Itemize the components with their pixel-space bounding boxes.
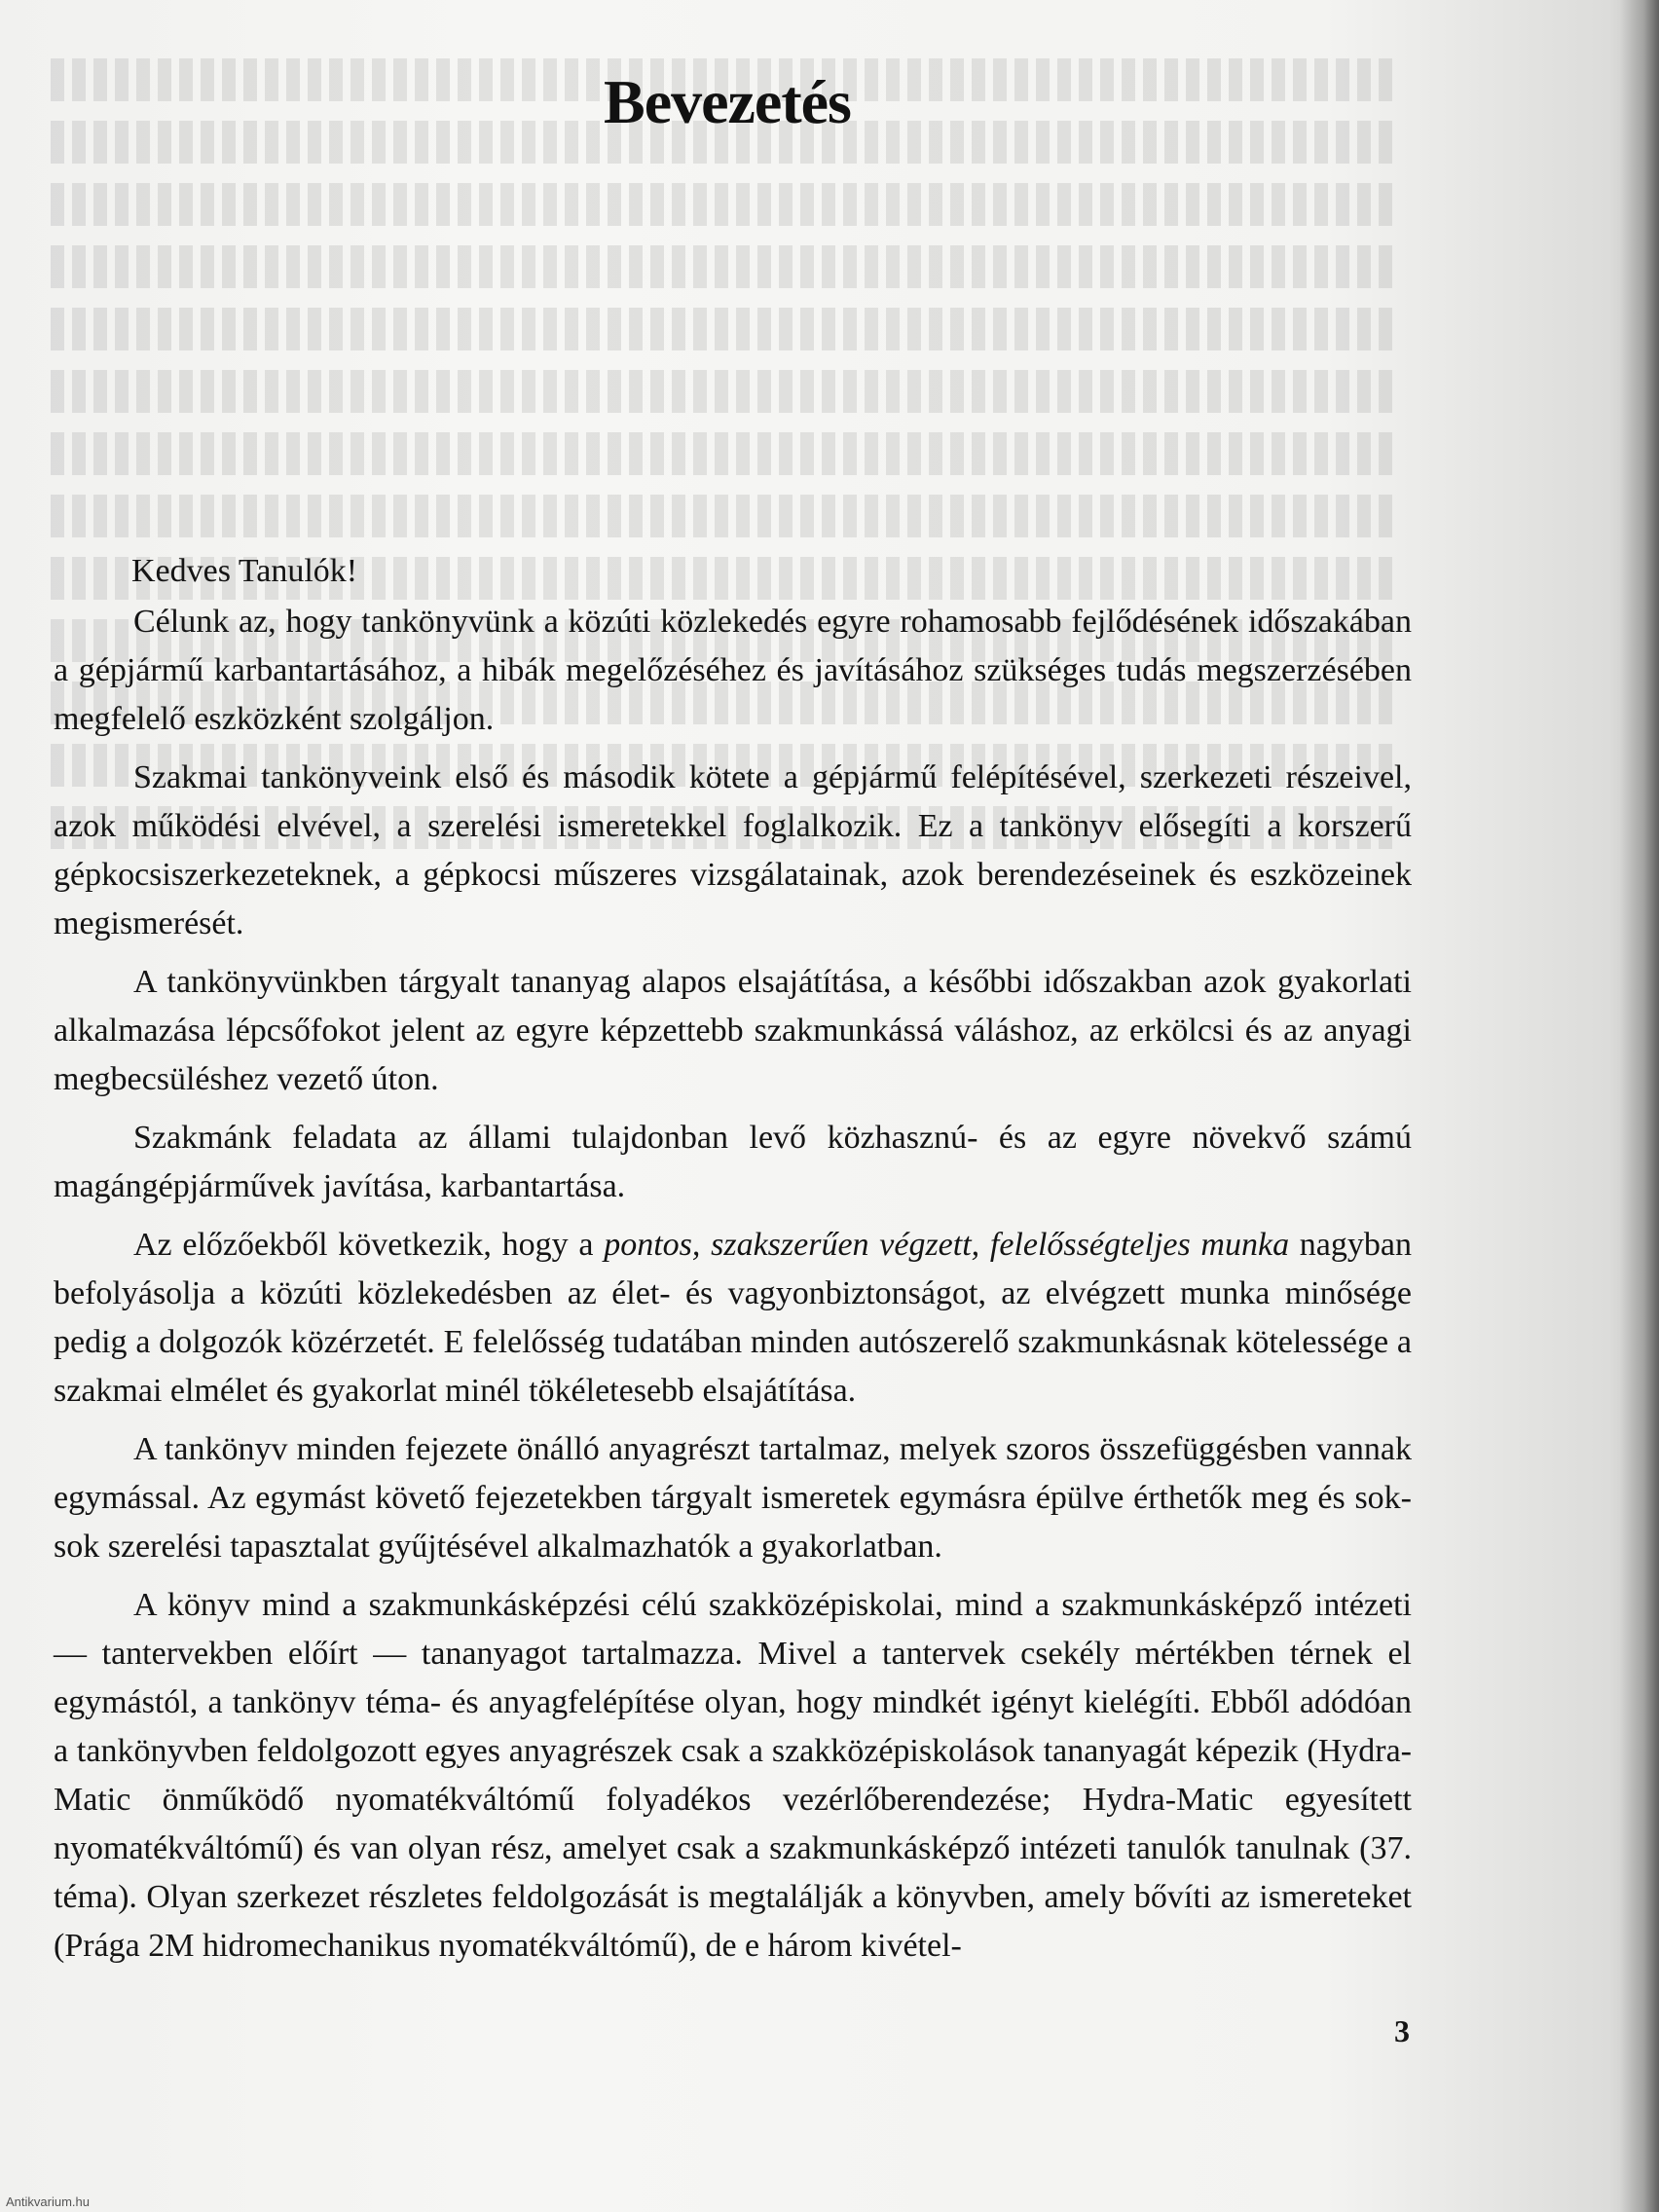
paragraph-6: A tankönyv minden fejezete önálló anyagrészt tartalmaz, melyek szoros összefüggésben vannak egymással. Az egymást követő fejezetekben tárgyalt ismeretek egymásra épülve érthetők meg és sok-sok szerelési tapasztalat gyűjtésével alkalmazhatók a gyakorlatban. xyxy=(54,1431,1412,1565)
paragraph-2: Szakmai tankönyveink első és második kötete a gépjármű felépítésével, szerkezeti részeivel, azok működési elvével, a szerelési ismeretekkel foglalkozik. Ez a tankönyv elősegíti a korszerű gépkocsiszerkezeteknek, a gépkocsi műszeres vizsgálatainak, azok berendezéseinek és eszközeinek megismerését. xyxy=(54,759,1412,941)
paragraph-7: A könyv mind a szakmunkásképzési célú szakközépiskolai, mind a szakmunkásképző intézeti — tantervekben előírt — tananyagot tartalmazza. Mivel a tantervek csekély mértékben térnek el egymástól, a tankönyv téma- és anyagfelépítése olyan, hogy mindkét igényt kielégíti. Ebből adódóan a tankönyvben feldolgozott egyes anyagrészek csak a szakközépiskolások tananyagát képezik (Hydra-Matic önműködő nyomatékváltómű folyadékos vezérlőberendezése; Hydra-Matic egyesített nyomatékváltómű) és van olyan rész, amelyet csak a szakmunkásképző intézeti tanulók tanulnak (37. téma). Olyan szerkezet részletes feldolgozását is megtalálják a könyvben, amely bővíti az ismereteket (Prága 2M hidromechanikus nyomatékváltómű), de e három kivétel- xyxy=(54,1587,1412,1964)
page-edge-shadow xyxy=(1620,0,1659,2212)
paragraph-5-after: nagyban befolyásolja a közúti közlekedésben az élet- és vagyonbiztonságot, az elvégzett munka minősége pedig a dolgozók közérzetét. E felelősség tudatában minden autószerelő szakmunkásnak kötelessége a szakmai elmélet és gyakorlat minél tökéletesebb elsajátítása. xyxy=(54,1227,1412,1409)
watermark: Antikvarium.hu xyxy=(6,2194,90,2209)
paragraph-5-before: Az előzőekből következik, hogy a xyxy=(133,1227,605,1263)
page-title: Bevezetés xyxy=(604,67,851,136)
paragraph-1: Célunk az, hogy tankönyvünk a közúti közlekedés egyre rohamosabb fejlődésének időszakában a gépjármű karbantartásához, a hibák megelőzéséhez és javításához szükséges tudás megszerzésében megfelelő eszközként szolgáljon. xyxy=(54,604,1412,737)
paragraph-5 xyxy=(54,1221,1412,1416)
paragraph-4: Szakmánk feladata az állami tulajdonban levő közhasznú- és az egyre növekvő számú magángépjárművek javítása, karbantartása. xyxy=(54,1120,1412,1204)
body-text xyxy=(54,547,1412,1971)
greeting: Kedves Tanulók! xyxy=(131,553,358,589)
page-number: 3 xyxy=(1394,2013,1410,2048)
paragraph-5-emphasis: pontos, szakszerűen végzett, felelősségteljes munka xyxy=(604,1227,1290,1263)
paragraph-3: A tankönyvünkben tárgyalt tananyag alapos elsajátítása, a későbbi időszakban azok gyakorlati alkalmazása lépcsőfokot jelent az egyre képzettebb szakmunkássá váláshoz, az erkölcsi és az anyagi megbecsüléshez vezető úton. xyxy=(54,964,1412,1097)
